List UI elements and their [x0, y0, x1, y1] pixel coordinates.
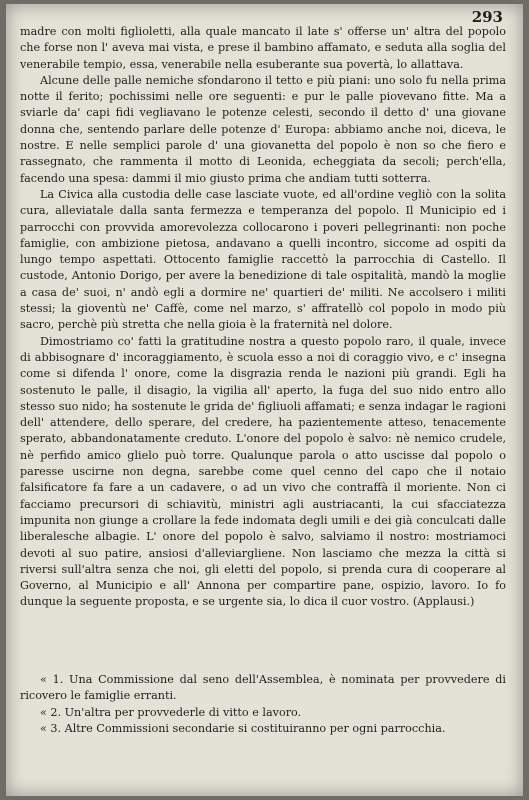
paragraph: Alcune delle palle nemiche sfondarono il tetto e più piani: uno solo fu nella prima notte il ferito; pochissimi nelle ore seguenti: e pur le palle piovevano fitte. Ma a sviarle da' capi fidi vegliavano le potenze celesti, secondo il detto d' una giovane donna che, sentendo parlare delle potenze d' Europa: abbiamo anche noi, diceva, le nostre. E nelle semplici parole d' una giovanetta del popolo è non so che fiero e rassegnato, che rammenta il motto di Leonida, echeggiata da secoli; perch'ella, facendo una spesa: dammi il mio giusto prima che andiam tutti sotterra. [20, 73, 506, 185]
resolution-item: « 1. Una Commissione dal seno dell'Assemblea, è nominata per provvedere di ricovero le famiglie erranti. [20, 673, 506, 703]
resolution-item: « 2. Un'altra per provvederle di vitto e lavoro. [40, 705, 302, 719]
body-text [20, 24, 506, 611]
paragraph-continuation: madre con molti figlioletti, alla quale mancato il late s' offerse un' altra del popolo che forse non l' aveva mai vista, e prese il bambino affamato, e seduta alla soglia del venerabile tempio, essa, venerabile nella esuberante sua povertà, lo allattava. [20, 25, 506, 71]
page-number: 293 [471, 8, 503, 26]
resolution-item: « 3. Altre Commissioni secondarie si costituiranno per ogni parrocchia. [40, 721, 446, 735]
book-page [6, 4, 523, 796]
resolution-list [20, 672, 506, 737]
paragraph: Dimostriamo co' fatti la gratitudine nostra a questo popolo raro, il quale, invece di abbisognare d' incoraggiamento, è scuola esso a noi di coraggio vivo, e c' insegna come si difenda l' onore, come la disgrazia renda le nazioni più grandi. Egli ha sostenuto le palle, il disagio, la vigilia all' aperto, la fuga del suo nido entro allo stesso suo nido; ha sostenute le grida de' figliuoli affamati; e senza indagar le ragioni dell' attendere, dello sperare, del credere, ha pazientemente atteso, tenacemente sperato, abbandonatamente creduto. L'onore del popolo è salvo: nè nemico crudele, nè perfido amico glielo può torre. Qualunque parola o atto uscisse dal popolo o paresse uscirne non degna, sarebbe come quel cenno del capo che il notaio falsificatore fa fare a un cadavere, o ad un vivo che contraffà il moriente. Non ci facciamo precursori di schiavitù, ministri agli austriacanti, la cui sfacciatezza impunita non giunge a crollare la fede indomata degli umili e dei già conculcati dalle liberalesche albagie. L' onore del popolo è salvo, salviamo il nostro: mostriamoci devoti al suo patire, ansiosi d'alleviargliene. Non lasciamo che mezza la città si riversi sull'altra senza che noi, gli eletti del popolo, si prenda cura di cooperare al Governo, al Municipio e all' Annona per compartire pane, ospizio, lavoro. Io fo dunque la seguente proposta, e se urgente sia, lo dica il cuor vostro. (Applausi.) [20, 334, 506, 609]
paragraph: La Civica alla custodia delle case lasciate vuote, ed all'ordine vegliò con la solita cura, alleviatale dalla santa fermezza e temperanza del popolo. Il Municipio ed i parrocchi con provvida amorevolezza collocarono i poveri pellegrinanti: non poche famiglie, con ambizione pietosa, andavano a quelli incontro, siccome ad ospiti da lungo tempo aspettati. Ottocento famiglie raccettò la parrocchia di Castello. Il custode, Antonio Dorigo, per avere la benedizione di tale ospitalità, mandò la moglie a casa de' suoi, n' andò egli a dormire ne' quartieri de' militi. Ne accolsero i militi stessi; la gioventù ne' Caffè, come nel marzo, s' affratellò col popolo in modo più sacro, perchè più stretta che nella gioia è la fraternità nel dolore. [20, 187, 506, 332]
